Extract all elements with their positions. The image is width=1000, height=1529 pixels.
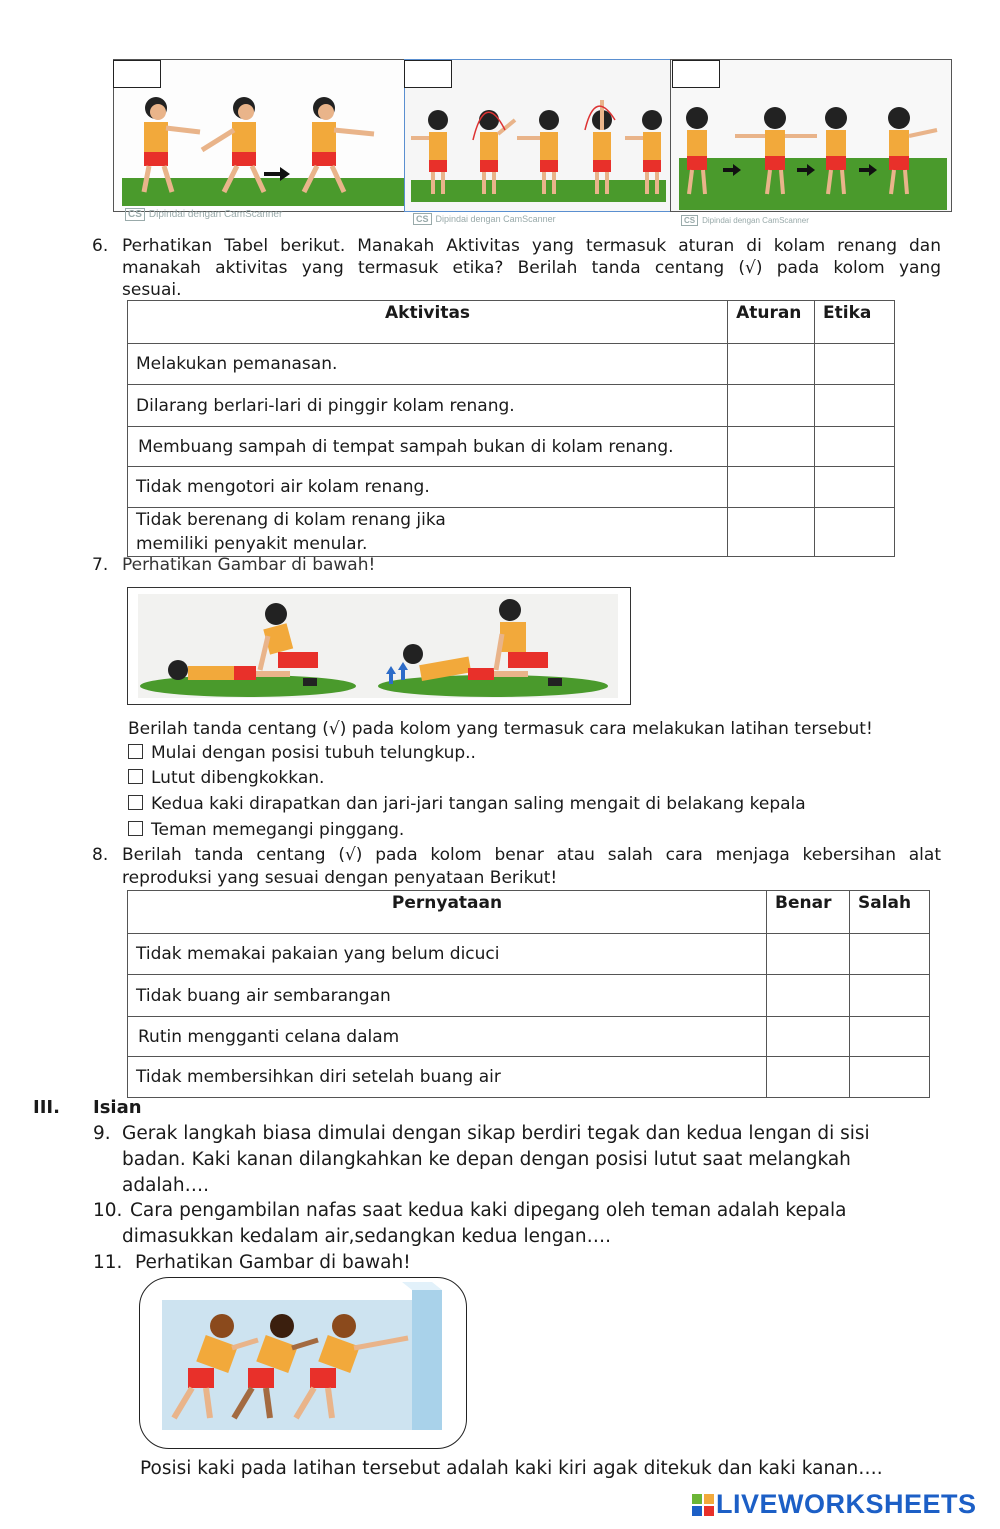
table-header-row [128,891,930,934]
column-header-etika: Etika [815,301,895,344]
activity-cell: Dilarang berlari-lari di pinggir kolam renang. [128,385,728,427]
liveworksheets-logo: LIVEWORKSHEETS [716,1489,977,1519]
salah-check-cell[interactable] [850,1057,930,1098]
camscanner-watermark: CS Dipindai dengan CamScanner [413,213,556,225]
liveworksheets-logo-icon [692,1494,714,1516]
statement-cell: Tidak buang air sembarangan [128,975,767,1017]
camscanner-watermark: CS Dipindai dengan CamScanner [125,208,282,221]
etika-check-cell[interactable] [815,508,895,557]
q8-text-line1: Berilah tanda centang (√) pada kolom benar atau salah cara menjaga kebersihan alat [122,845,941,865]
activity-cell: Tidak berenang di kolam renang jika memiliki penyakit menular. [128,508,728,557]
q8-table [127,890,930,1098]
statement-cell: Rutin mengganti celana dalam [128,1017,767,1057]
q9-text-line2: badan. Kaki kanan dilangkahkan ke depan dengan posisi lutut saat melangkah [122,1149,851,1170]
q7-instruction: Berilah tanda centang (√) pada kolom yang termasuk cara melakukan latihan tersebut! [128,719,873,739]
table-row [128,1057,930,1098]
q6-text-line3: sesuai. [122,280,182,300]
answer-box-3[interactable] [672,60,720,88]
q7-number: 7. [92,555,109,575]
q9-text-line3: adalah…. [122,1175,209,1196]
etika-check-cell[interactable] [815,467,895,508]
q9-number: 9. [93,1123,111,1144]
column-header-aturan: Aturan [728,301,815,344]
activity-cell: Tidak mengotori air kolam renang. [128,467,728,508]
salah-check-cell[interactable] [850,1017,930,1057]
table-row [128,934,930,975]
table-row [128,427,895,467]
etika-check-cell[interactable] [815,344,895,385]
table-header-row [128,301,895,344]
table-row [128,467,895,508]
benar-check-cell[interactable] [767,1017,850,1057]
sit-up-illustration [128,588,630,704]
checkbox[interactable] [128,821,143,836]
q6-number: 6. [92,236,109,256]
aturan-check-cell[interactable] [728,508,815,557]
activity-cell: Membuang sampah di tempat sampah bukan di kolam renang. [128,427,728,467]
q6-text-line1: Perhatikan Tabel berikut. Manakah Aktivitas yang termasuk aturan di kolam renang dan [122,236,941,256]
column-header-aktivitas: Aktivitas [128,301,728,344]
q11-text: Perhatikan Gambar di bawah! [135,1252,411,1273]
statement-cell: Tidak memakai pakaian yang belum dicuci [128,934,767,975]
q7-option[interactable]: Lutut dibengkokkan. [128,767,324,789]
section-title: Isian [93,1097,142,1118]
answer-box-2[interactable] [404,60,452,88]
checkbox[interactable] [128,769,143,784]
q7-option[interactable]: Teman memegangi pinggang. [128,819,404,841]
checkbox[interactable] [128,744,143,759]
table-row [128,385,895,427]
benar-check-cell[interactable] [767,934,850,975]
salah-check-cell[interactable] [850,975,930,1017]
q9-text-line1: Gerak langkah biasa dimulai dengan sikap berdiri tegak dan kedua lengan di sisi [122,1123,870,1144]
benar-check-cell[interactable] [767,1057,850,1098]
column-header-salah: Salah [850,891,930,934]
image-wall-push-exercise [139,1277,467,1449]
statement-cell: Tidak membersihkan diri setelah buang air [128,1057,767,1098]
wall-push-illustration [140,1278,466,1448]
aturan-check-cell[interactable] [728,467,815,508]
aturan-check-cell[interactable] [728,385,815,427]
answer-box-1[interactable] [113,60,161,88]
q7-option[interactable]: Kedua kaki dirapatkan dan jari-jari tangan saling mengait di belakang kepala [128,793,806,815]
benar-check-cell[interactable] [767,975,850,1017]
q10-text-line1: Cara pengambilan nafas saat kedua kaki dipegang oleh teman adalah kepala [130,1200,847,1221]
column-header-benar: Benar [767,891,850,934]
etika-check-cell[interactable] [815,427,895,467]
q8-number: 8. [92,845,109,865]
q11-caption: Posisi kaki pada latihan tersebut adalah kaki kiri agak ditekuk dan kaki kanan…. [140,1458,883,1479]
q6-text-line2: manakah aktivitas yang termasuk etika? Berilah tanda centang (√) pada kolom yang [122,258,941,278]
camscanner-watermark: CS Dipindai dengan CamScanner [681,215,809,226]
q10-text-line2: dimasukkan kedalam air,sedangkan kedua lengan…. [122,1226,611,1247]
aturan-check-cell[interactable] [728,344,815,385]
aturan-check-cell[interactable] [728,427,815,467]
etika-check-cell[interactable] [815,385,895,427]
image-sit-up-exercise [127,587,631,705]
q8-text-line2: reproduksi yang sesuai dengan penyataan Berikut! [122,868,558,888]
table-row [128,344,895,385]
table-row [128,1017,930,1057]
checkbox[interactable] [128,795,143,810]
q7-option[interactable]: Mulai dengan posisi tubuh telungkup.. [128,742,476,764]
table-row [128,975,930,1017]
q7-text: Perhatikan Gambar di bawah! [122,555,376,575]
column-header-pernyataan: Pernyataan [128,891,767,934]
activity-cell: Melakukan pemanasan. [128,344,728,385]
table-row [128,508,895,557]
q11-number: 11. [93,1252,123,1273]
q10-number: 10. [93,1200,123,1221]
salah-check-cell[interactable] [850,934,930,975]
q6-table [127,300,895,557]
section-roman-numeral: III. [33,1097,60,1118]
